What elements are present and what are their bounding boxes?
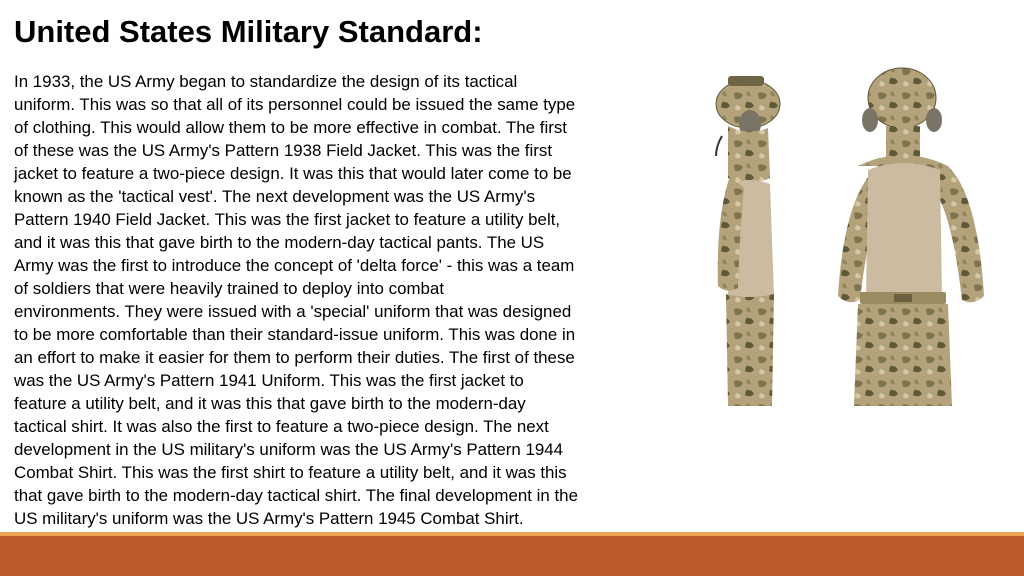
paragraph-line: and it was this that gave birth to the modern-day tactical pants. The US xyxy=(14,233,545,252)
paragraph-line: Combat Shirt. This was the first shirt to feature a utility belt, and it was this xyxy=(14,463,567,482)
slide-title: United States Military Standard: xyxy=(14,14,483,49)
paragraph-line: uniform. This was so that all of its personnel could be issued the same type xyxy=(14,95,576,114)
paragraph-line: that gave birth to the modern-day tactical shirt. The final development in the xyxy=(14,486,578,505)
paragraph-line: to be more comfortable than their standard-issue uniform. This was done in xyxy=(14,325,576,344)
paragraph-line: of these was the US Army's Pattern 1938 Field Jacket. This was the first xyxy=(14,141,553,160)
paragraph-line: development in the US military's uniform was the US Army's Pattern 1944 xyxy=(14,440,564,459)
paragraph-line: Army was the first to introduce the concept of 'delta force' - this was a team xyxy=(14,256,575,275)
paragraph-line: jacket to feature a two-piece design. It was this that would later come to be xyxy=(14,164,572,183)
side-view-figure xyxy=(716,76,780,406)
back-view-figure xyxy=(838,68,984,406)
paragraph-line: known as the 'tactical vest'. The next development was the US Army's xyxy=(14,187,536,206)
paragraph-line: an effort to make it easier for them to perform their duties. The first of these xyxy=(14,348,575,367)
paragraph-line: was the US Army's Pattern 1941 Uniform. This was the first jacket to xyxy=(14,371,524,390)
paragraph-line: feature a utility belt, and it was this that gave birth to the modern-day xyxy=(14,394,526,413)
paragraph-line: US military's uniform was the US Army's Pattern 1945 Combat Shirt. xyxy=(14,509,524,528)
paragraph-line: tactical shirt. It was also the first to feature a two-piece design. The next xyxy=(14,417,549,436)
paragraph-line: of clothing. This would allow them to be more effective in combat. The first xyxy=(14,118,567,137)
footer-bar xyxy=(0,536,1024,576)
paragraph-line: Pattern 1940 Field Jacket. This was the first jacket to feature a utility belt, xyxy=(14,210,561,229)
body-paragraph xyxy=(14,70,664,530)
paragraph-line: In 1933, the US Army began to standardize the design of its tactical xyxy=(14,72,518,91)
paragraph-line: environments. They were issued with a 'special' uniform that was designed xyxy=(14,302,572,321)
paragraph-line: of soldiers that were heavily trained to deploy into combat xyxy=(14,279,445,298)
uniform-photo xyxy=(708,66,1004,406)
